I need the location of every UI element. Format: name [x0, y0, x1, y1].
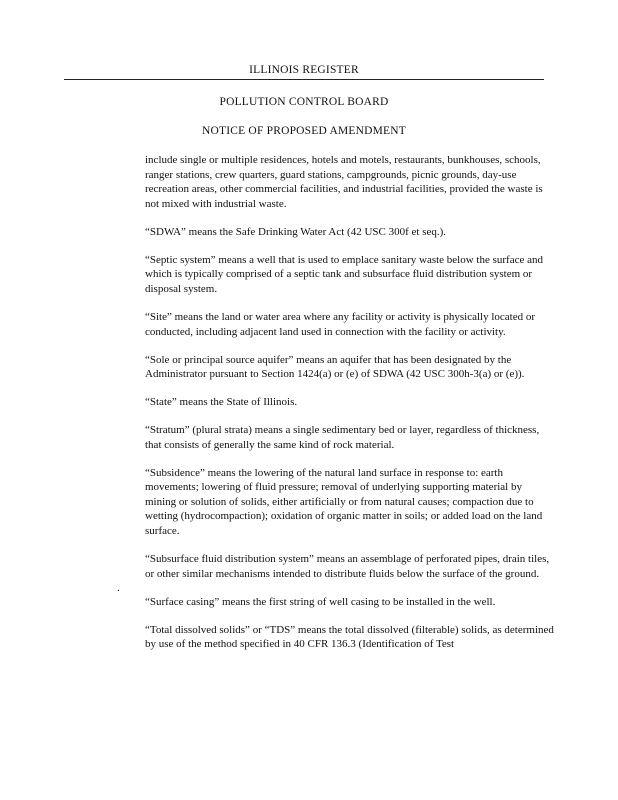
- board-title: POLLUTION CONTROL BOARD: [219, 96, 389, 108]
- definitions-body: [145, 153, 555, 665]
- definition-stratum: “Stratum” (plural strata) means a single sedimentary bed or layer, regardless of thickness, that consists of generally the same kind of rock material.: [145, 424, 540, 451]
- definition-subsurface-fluid-distribution: “Subsurface fluid distribution system” means an assemblage of perforated pipes, drain tiles, or other similar mechanisms intended to distribute fluids below the surface of the ground.: [145, 553, 550, 580]
- definition-subsidence: “Subsidence” means the lowering of the natural land surface in response to: earth movements; lowering of fluid pressure; removal of underlying supporting material by mining or solution of solids, either artificially or from natural causes; compaction due to wetting (hydrocompaction); oxidation of organic matter in soils; or added load on the land surface.: [145, 466, 543, 538]
- definition-total-dissolved-solids: “Total dissolved solids” or “TDS” means the total dissolved (filterable) solids, as determined by use of the method specified in 40 CFR 136.3 (Identification of Test: [145, 623, 554, 651]
- definition-sole-source-aquifer: “Sole or principal source aquifer” means an aquifer that has been designated by the Administrator pursuant to Section 1424(a) or (e) of SDWA (42 USC 300h-3(a) or (e)).: [145, 353, 525, 381]
- definition-surface-casing: “Surface casing” means the first string of well casing to be installed in the well.: [145, 595, 496, 608]
- definition-sdwa: “SDWA” means the Safe Drinking Water Act (42 USC 300f et seq.).: [145, 225, 447, 238]
- definition-state: “State” means the State of Illinois.: [145, 396, 298, 409]
- notice-title: NOTICE OF PROPOSED AMENDMENT: [202, 125, 406, 137]
- paragraph-residences: include single or multiple residences, hotels and motels, restaurants, bunkhouses, schools, ranger stations, crew quarters, guard stations, campgrounds, picnic grounds, day-use recreation areas, other commercial facilities, and industrial facilities, provided the waste is not mixed with industrial waste.: [145, 154, 543, 210]
- register-title: ILLINOIS REGISTER: [249, 64, 359, 76]
- definition-septic-system: “Septic system” means a well that is used to emplace sanitary waste below the surface and which is typically comprised of a septic tank and subsurface fluid distribution system or disposal system.: [145, 253, 544, 295]
- definition-site: “Site” means the land or water area where any facility or activity is physically located or conducted, including adjacent land used in connection with the facility or activity.: [145, 310, 536, 338]
- stray-mark: .: [117, 582, 120, 594]
- header-rule: [64, 79, 544, 80]
